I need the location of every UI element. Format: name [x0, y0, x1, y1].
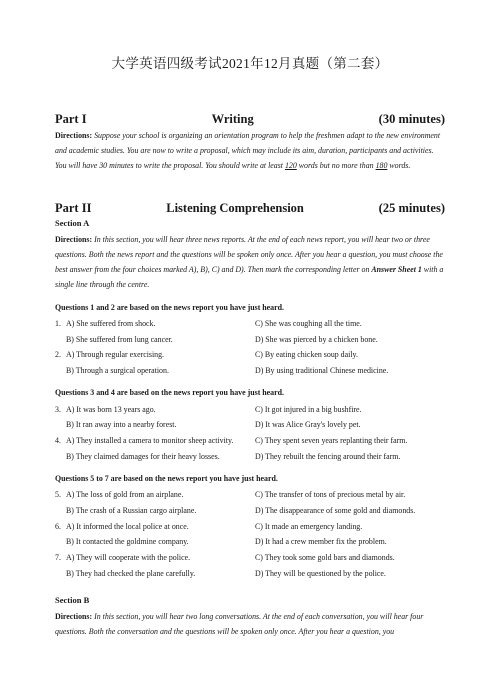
answer-option-c: C) They took some gold bars and diamonds.	[255, 553, 395, 563]
question-row	[55, 503, 445, 519]
answer-option-a: A) The loss of gold from an airplane.	[66, 490, 184, 500]
question-number: 1.	[55, 318, 61, 328]
question-group-heading: Questions 3 and 4 are based on the news report you have just heard.	[55, 388, 284, 398]
question-row	[55, 316, 445, 332]
question-number: 5.	[55, 490, 61, 500]
answer-option-b: B) They claimed damages for their heavy losses.	[66, 451, 220, 461]
directions-text: words but no more than	[296, 160, 376, 170]
section-a-heading: Section A	[55, 218, 90, 229]
directions-label: Directions:	[55, 235, 93, 245]
answer-option-a: A) She suffered from shock.	[66, 318, 156, 328]
part2-header	[55, 201, 445, 216]
page-title: 大学英语四级考试2021年12月真题（第二套）	[111, 56, 389, 71]
question-row	[55, 347, 445, 363]
answer-option-a: A) It informed the local police at once.	[66, 521, 189, 531]
answer-option-c: C) It made an emergency landing.	[255, 521, 363, 531]
part1-directions	[55, 129, 445, 173]
question-number: 7.	[55, 553, 61, 563]
part2-time: (25 minutes)	[378, 201, 445, 216]
question-row	[55, 448, 445, 464]
directions-text: with a single line through the centre.	[55, 264, 444, 289]
question-group-heading: Questions 5 to 7 are based on the news report you have just heard.	[55, 474, 278, 484]
question-row	[55, 363, 445, 379]
question-row	[55, 331, 445, 347]
question-groups	[55, 303, 445, 582]
directions-text: words.	[387, 160, 411, 170]
directions-label: Directions:	[55, 612, 93, 622]
max-words: 180	[375, 160, 388, 170]
answer-option-c: C) By eating chicken soup daily.	[255, 350, 358, 360]
answer-option-b: B) She suffered from lung cancer.	[66, 334, 173, 344]
min-words: 120	[284, 160, 297, 170]
question-row	[55, 566, 445, 582]
directions-text: Suppose your school is organizing an orientation program to help the freshmen adapt to the new environment and academic studies. You are now to write a proposal, which may include its aim, duration, participants and activities. You will have 30 minutes to write the proposal. You should write at least	[55, 131, 441, 170]
answer-option-d: D) It had a crew member fix the problem.	[255, 537, 387, 547]
question-number: 6.	[55, 521, 61, 531]
question-row	[55, 534, 445, 550]
directions-text: In this section, you will hear three news reports. At the end of each news report, you will hear two or three questions. Both the news report and the questions will be spoken only once. After you hear a question, you must choose the best answer from the four choices marked A), B), C) and D). Then mark the corresponding letter on	[55, 235, 443, 274]
question-row	[55, 417, 445, 433]
answer-option-d: D) It was Alice Gray's lovely pet.	[255, 420, 361, 430]
part2-label: Part II	[55, 201, 92, 216]
answer-option-b: B) They had checked the plane carefully.	[66, 568, 196, 578]
answer-option-b: B) Through a surgical operation.	[66, 365, 169, 375]
answer-option-a: A) It was born 13 years ago.	[66, 404, 156, 414]
section-b-heading: Section B	[55, 595, 90, 606]
question-row	[55, 401, 445, 417]
answer-option-d: D) She was pierced by a chicken bone.	[255, 334, 378, 344]
question-row	[55, 550, 445, 566]
part2-name: Listening Comprehension	[166, 201, 304, 216]
answer-option-c: C) They spent seven years replanting their farm.	[255, 436, 408, 446]
section-b-directions	[55, 610, 445, 640]
answer-option-d: D) By using traditional Chinese medicine.	[255, 365, 389, 375]
part1-label: Part I	[55, 112, 87, 126]
answer-option-c: C) She was coughing all the time.	[255, 318, 362, 328]
directions-label: Directions:	[55, 131, 93, 140]
directions-text: In this section, you will hear two long conversations. At the end of each conversation, you will hear four questions. Both the conversation and the questions will be spoken only once. After you hear a question, you	[55, 612, 424, 636]
answer-option-a: A) They installed a camera to monitor sheep activity.	[66, 436, 234, 446]
question-row	[55, 433, 445, 449]
part1-time: (30 minutes)	[378, 112, 445, 126]
answer-option-d: D) The disappearance of some gold and diamonds.	[255, 506, 416, 516]
answer-option-b: B) It contacted the goldmine company.	[66, 537, 189, 547]
answer-option-d: D) They will be questioned by the police.	[255, 568, 386, 578]
question-row	[55, 518, 445, 534]
part1-header	[55, 112, 445, 127]
answer-option-b: B) It ran away into a nearby forest.	[66, 420, 177, 430]
answer-option-c: C) It got injured in a big bushfire.	[255, 404, 362, 414]
answer-option-a: A) They will cooperate with the police.	[66, 553, 191, 563]
answer-option-d: D) They rebuilt the fencing around their farm.	[255, 451, 401, 461]
part2-directions	[55, 233, 445, 292]
question-group-heading: Questions 1 and 2 are based on the news report you have just heard.	[55, 302, 284, 312]
question-number: 2.	[55, 350, 61, 360]
answer-option-a: A) Through regular exercising.	[66, 350, 165, 360]
answer-sheet-label: Answer Sheet 1	[371, 264, 422, 274]
question-number: 4.	[55, 436, 61, 446]
part1-name: Writing	[211, 112, 254, 126]
question-number: 3.	[55, 404, 61, 414]
answer-option-b: B) The crash of a Russian cargo airplane.	[66, 506, 197, 516]
answer-option-c: C) The transfer of tons of precious metal by air.	[255, 490, 406, 500]
question-row	[55, 487, 445, 503]
